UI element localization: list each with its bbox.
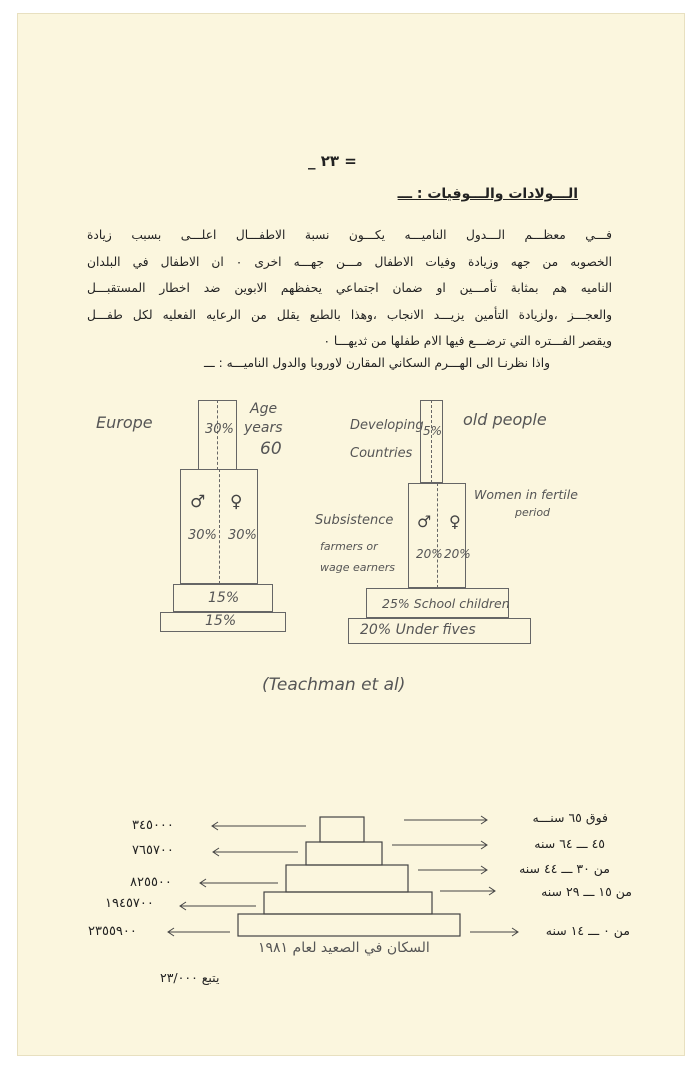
europe-label: Europe <box>96 413 153 432</box>
census-value: ٧٦٥٧٠٠ <box>132 843 174 858</box>
census-age-label: ٤٥ ـــ ٦٤ سنه <box>534 836 605 851</box>
developing-mid-left-pct: 20% <box>416 547 443 561</box>
europe-base-pct: 15% <box>205 613 237 629</box>
developing-mid-right-pct: 20% <box>444 547 471 561</box>
paragraph-line: الناميه هم بمثابة تأمـــين او ضمان اجتماعي يحفظهم الابوين ضد اخطار المستقبـــل <box>87 281 612 295</box>
europe-lower-pct: 15% <box>208 590 240 606</box>
paragraph-line: ويقصر الفـــتره التي ترضـــع فيها الام طفلها من ثديهـــا ٠ <box>323 334 612 348</box>
paragraph-line: الخصوبه من جهه وزيادة وفيات الاطفال مـــن جهـــه اخرى ٠ ان الاطفال في البلدان <box>87 254 613 269</box>
census-caption: السكان في الصعيد لعام ١٩٨١ <box>258 940 430 956</box>
paragraph <box>87 222 612 355</box>
census-age-label: فوق ٦٥ سنـــه <box>532 810 608 825</box>
developing-top-pct: 5% <box>423 424 443 438</box>
europe-age-note-years: years <box>244 420 283 436</box>
school-children-label: 25% School children <box>382 596 510 611</box>
section-heading: الـــولادات والـــوفيات : ـــ <box>397 186 578 202</box>
women-fertile-note-period: period <box>515 506 551 519</box>
census-age-label: من ٣٠ ـــ ٤٤ سنه <box>519 861 610 876</box>
developing-label-countries: Countries <box>350 446 413 461</box>
developing-female-icon: ♀ <box>449 512 461 531</box>
subsistence-note-wage: wage earners <box>320 561 396 574</box>
census-value: ٣٤٥٠٠٠ <box>132 818 174 833</box>
europe-mid-right-pct: 30% <box>228 528 257 543</box>
europe-female-icon: ♀ <box>230 492 243 512</box>
europe-mid-left-pct: 30% <box>188 528 217 543</box>
europe-top-pct: 30% <box>205 422 234 437</box>
developing-label: Developing <box>350 418 424 433</box>
census-age-label: من ١٥ ـــ ٢٩ سنه <box>541 884 632 899</box>
census-age-label: من ٠ ـــ ١٤ سنه <box>545 923 630 938</box>
europe-age-note: Age <box>250 401 278 417</box>
subsistence-note: Subsistence <box>315 513 394 528</box>
under-fives-label: 20% Under fives <box>360 622 476 638</box>
subsistence-note-farmers: farmers or <box>320 540 378 553</box>
paragraph-line: فـــي معظـــم الـــدول الناميـــه يكـــون نسبة الاطفـــال اعلـــى بسبب زيادة <box>87 228 612 242</box>
intro-line: واذا نظرنـا الى الهـــرم السكاني المقارن لاوروبا والدول الناميـــه : ـــ <box>204 356 550 370</box>
census-value: ١٩٤٥٧٠٠ <box>105 896 154 911</box>
europe-age-note-60: 60 <box>260 439 282 459</box>
old-people-note: old people <box>463 410 547 429</box>
developing-male-icon: ♂ <box>417 512 432 531</box>
page-number: _ ٢٣ = <box>308 152 357 170</box>
paragraph-line: والعجـــز ،ولزيادة التأمين يزيـــد الانجاب ،وهذا بالطبع يقلل من الرعايه الفعليه لكل طفـــل <box>87 307 612 322</box>
europe-male-icon: ♂ <box>190 492 206 512</box>
citation: (Teachman et al) <box>262 675 406 695</box>
census-value: ٨٢٥٥٠٠ <box>130 875 172 890</box>
census-value: ٢٣٥٥٩٠٠ <box>88 924 137 939</box>
continuation-note: يتبع ٢٣/٠٠٠ <box>160 970 220 985</box>
women-fertile-note: Women in fertile <box>474 487 578 502</box>
